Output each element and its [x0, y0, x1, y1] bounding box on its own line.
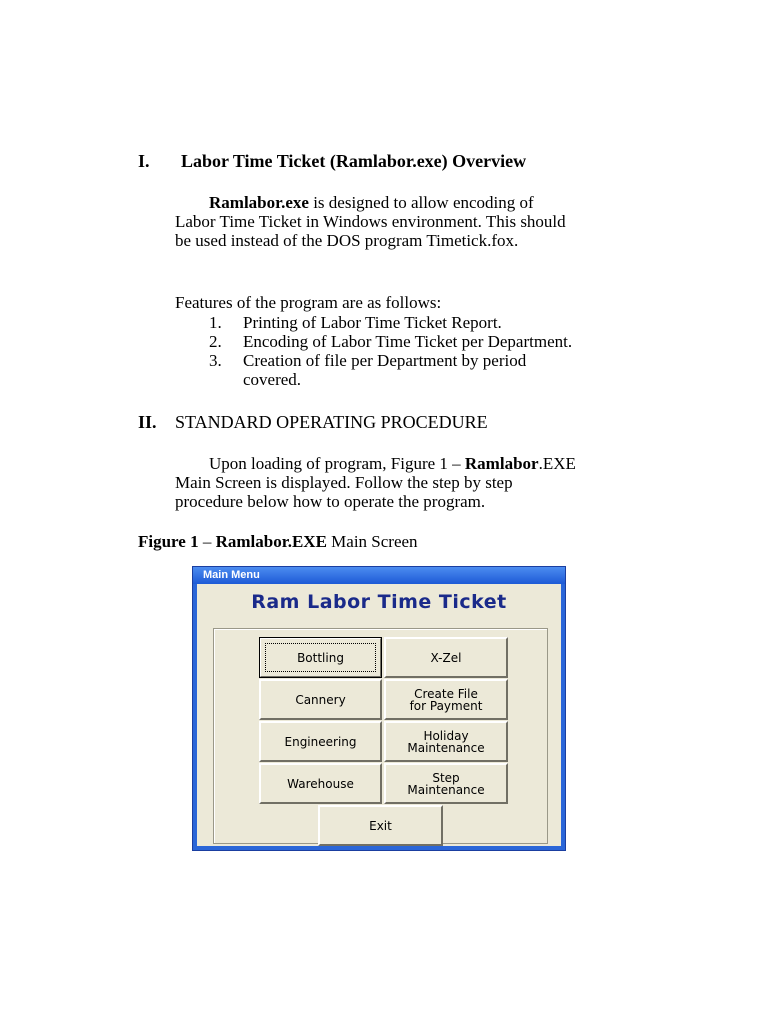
xzel-button[interactable]: X-Zel — [384, 637, 508, 678]
feature-1-number: 1. — [209, 313, 222, 332]
window-client-area — [197, 584, 561, 846]
feature-1-text: Printing of Labor Time Ticket Report. — [243, 313, 502, 332]
figure-label: Figure 1 — [138, 532, 199, 551]
feature-2-text: Encoding of Labor Time Ticket per Department. — [243, 332, 573, 351]
create-file-for-payment-button[interactable]: Create File for Payment — [384, 679, 508, 720]
sop-paragraph-line-1 — [209, 454, 576, 473]
figure-caption-rest: Main Screen — [326, 532, 418, 551]
features-intro: Features of the program are as follows: — [175, 293, 442, 312]
main-menu-window — [192, 566, 566, 851]
step-maintenance-button[interactable]: Step Maintenance — [384, 763, 508, 804]
section-2-number: II. — [138, 412, 157, 432]
bottling-button[interactable]: Bottling — [259, 637, 382, 678]
section-1-title: Labor Time Ticket (Ramlabor.exe) Overview — [181, 151, 527, 171]
overview-paragraph-line-3: be used instead of the DOS program Timetick.fox. — [175, 231, 519, 250]
exit-button[interactable]: Exit — [318, 805, 443, 846]
sop-line-1-text: Upon loading of program, Figure 1 – — [209, 454, 465, 473]
overview-paragraph-line-2: Labor Time Ticket in Windows environment. This should — [175, 212, 566, 231]
figure-program: Ramlabor.EXE — [215, 532, 327, 551]
sop-paragraph-line-2: Main Screen is displayed. Follow the step by step — [175, 473, 513, 492]
warehouse-button[interactable]: Warehouse — [259, 763, 382, 804]
sop-paragraph-line-3: procedure below how to operate the program. — [175, 492, 486, 511]
feature-3-text: Creation of file per Department by period — [243, 351, 527, 370]
engineering-button[interactable]: Engineering — [259, 721, 382, 762]
feature-3-text-cont: covered. — [243, 370, 302, 389]
cannery-button[interactable]: Cannery — [259, 679, 382, 720]
window-titlebar: Main Menu — [193, 567, 565, 584]
program-name: Ramlabor.exe — [209, 193, 309, 212]
program-name-bold: Ramlabor — [464, 454, 539, 473]
app-title: Ram Labor Time Ticket — [251, 591, 507, 613]
holiday-maintenance-button[interactable]: Holiday Maintenance — [384, 721, 508, 762]
overview-line-1-text: is designed to allow encoding of — [308, 193, 534, 212]
button-panel — [213, 628, 548, 844]
figure-dash: – — [198, 532, 216, 551]
sop-line-1-ext: .EXE — [538, 454, 576, 473]
feature-3-number: 3. — [209, 351, 222, 370]
overview-paragraph-line-1 — [209, 193, 534, 212]
section-2-title: STANDARD OPERATING PROCEDURE — [175, 412, 488, 432]
figure-caption — [138, 532, 418, 551]
feature-2-number: 2. — [209, 332, 222, 351]
section-1-number: I. — [138, 151, 150, 171]
